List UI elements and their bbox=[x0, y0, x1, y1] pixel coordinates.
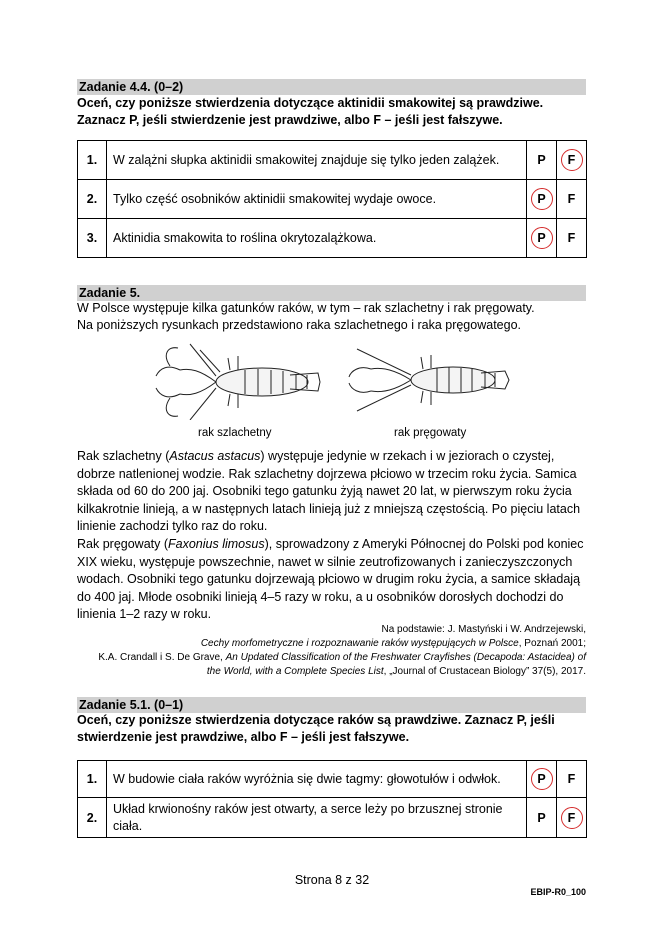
statement-text: W zalążni słupka aktinidii smakowitej znajduje się tylko jeden zalążek. bbox=[107, 141, 527, 180]
table-row bbox=[78, 141, 587, 180]
row-number: 1. bbox=[78, 141, 107, 180]
z5-intro-2: Na poniższych rysunkach przedstawiono raka szlachetnego i raka pręgowatego. bbox=[77, 318, 521, 332]
source-line-1: Na podstawie: J. Mastyński i W. Andrzejewski, bbox=[381, 624, 586, 635]
paragraph-text: Rak szlachetny ( bbox=[77, 449, 170, 463]
source-text: K.A. Crandall i S. De Grave, bbox=[98, 652, 226, 663]
row-number: 2. bbox=[78, 798, 107, 838]
source-line-4 bbox=[207, 665, 586, 679]
paragraph-text: ) występuje jedynie w rzekach i w jeziorach o czystej, dobrze natlenionej wodzie. Rak szlachetny dojrzewa płciowo w trzecim roku życia. Samica składa od 60 do 200 jaj. Osobniki tego gatunku żyją nawet 20 lat, w pierwszym roku życia kilkakrotnie linieją, a w następnych latach linieją już z mniejszą częstością. Po pięciu latach linienie zachodzi tylko raz do roku. bbox=[77, 449, 581, 534]
statement-text: Tylko część osobników aktinidii smakowitej wydaje owoce. bbox=[107, 180, 527, 219]
row-number: 1. bbox=[78, 761, 107, 798]
statement-text: Aktinidia smakowita to roślina okrytozalążkowa. bbox=[107, 219, 527, 258]
row-number: 3. bbox=[78, 219, 107, 258]
z5-intro-1: W Polsce występuje kilka gatunków raków, w tym – rak szlachetny i rak pręgowaty. bbox=[77, 301, 535, 315]
option-p[interactable]: P bbox=[527, 798, 557, 838]
q44-instruction-1: Oceń, czy poniższe stwierdzenia dotyczące aktinidii smakowitej są prawdziwe. bbox=[77, 96, 544, 110]
q51-instruction-1: Oceń, czy poniższe stwierdzenia dotyczące raków są prawdziwe. Zaznacz P, jeśli bbox=[77, 713, 555, 727]
answer-mark-circle bbox=[531, 227, 553, 249]
answer-mark-circle bbox=[561, 149, 583, 171]
table-row bbox=[78, 219, 587, 258]
option-p[interactable]: P bbox=[527, 219, 557, 258]
latin-name: Faxonius limosus bbox=[168, 537, 265, 551]
z5-header: Zadanie 5. bbox=[77, 285, 586, 301]
spinycheek-crayfish-illustration bbox=[345, 345, 515, 415]
statement-text: W budowie ciała raków wyróżnia się dwie tagmy: głowotułów i odwłok. bbox=[107, 761, 527, 798]
q44-header: Zadanie 4.4. (0–2) bbox=[77, 79, 586, 95]
latin-name: Astacus astacus bbox=[169, 449, 261, 463]
option-f[interactable]: F bbox=[557, 219, 587, 258]
paragraph-text: ), sprowadzony z Ameryki Północnej do Polski pod koniec XIX wieku, występuje powszechnie, nawet w silnie zeutrofizowanych i zanieczyszczonych wodach. Osobniki tego gatunku dojrzewają płciowo w drugim roku życia, a samice składają do 400 jaj. Młode osobniki linieją 4–5 razy w roku, a u osobników dorosłych dochodzi do linienia 1–2 razy w roku. bbox=[77, 537, 584, 622]
answer-mark-circle bbox=[531, 188, 553, 210]
exam-code: EBIP-R0_100 bbox=[530, 887, 586, 897]
q44-instruction-2: Zaznacz P, jeśli stwierdzenie jest prawdziwe, albo F – jeśli jest fałszywe. bbox=[77, 113, 503, 127]
source-title: An Updated Classification of the Freshwater Crayfishes (Decapoda: Astacidea) of bbox=[225, 652, 586, 663]
q51-table bbox=[77, 760, 587, 838]
q51-header: Zadanie 5.1. (0–1) bbox=[77, 697, 586, 713]
option-f[interactable]: F bbox=[557, 180, 587, 219]
caption-spinycheek-crayfish: rak pręgowaty bbox=[394, 427, 467, 439]
page-number: Strona 8 z 32 bbox=[294, 873, 370, 887]
source-title: the World, with a Complete Species List bbox=[206, 666, 384, 677]
option-p[interactable]: P bbox=[527, 761, 557, 798]
table-row bbox=[78, 761, 587, 798]
spinycheek-crayfish-paragraph bbox=[77, 536, 589, 624]
source-text: , „Journal of Crustacean Biology” 37(5), 2017. bbox=[383, 666, 586, 677]
option-f[interactable]: F bbox=[557, 141, 587, 180]
source-text: , Poznań 2001; bbox=[518, 638, 586, 649]
source-line-3 bbox=[98, 651, 586, 665]
statement-text: Układ krwionośny raków jest otwarty, a serce leży po brzusznej stronie ciała. bbox=[107, 798, 527, 838]
option-f[interactable]: F bbox=[557, 798, 587, 838]
q51-instruction-2: stwierdzenie jest prawdziwe, albo F – jeśli jest fałszywe. bbox=[77, 730, 410, 744]
option-p[interactable]: P bbox=[527, 141, 557, 180]
caption-noble-crayfish: rak szlachetny bbox=[198, 427, 272, 439]
row-number: 2. bbox=[78, 180, 107, 219]
source-line-2 bbox=[201, 637, 586, 651]
paragraph-text: Rak pręgowaty ( bbox=[77, 537, 169, 551]
answer-mark-circle bbox=[531, 768, 553, 790]
option-p[interactable]: P bbox=[527, 180, 557, 219]
noble-crayfish-paragraph bbox=[77, 448, 589, 536]
noble-crayfish-illustration bbox=[150, 340, 325, 420]
table-row bbox=[78, 798, 587, 838]
table-row bbox=[78, 180, 587, 219]
answer-mark-circle bbox=[561, 807, 583, 829]
option-f[interactable]: F bbox=[557, 761, 587, 798]
source-title: Cechy morfometryczne i rozpoznawanie raków występujących w Polsce bbox=[200, 638, 519, 649]
q44-table bbox=[77, 140, 587, 258]
